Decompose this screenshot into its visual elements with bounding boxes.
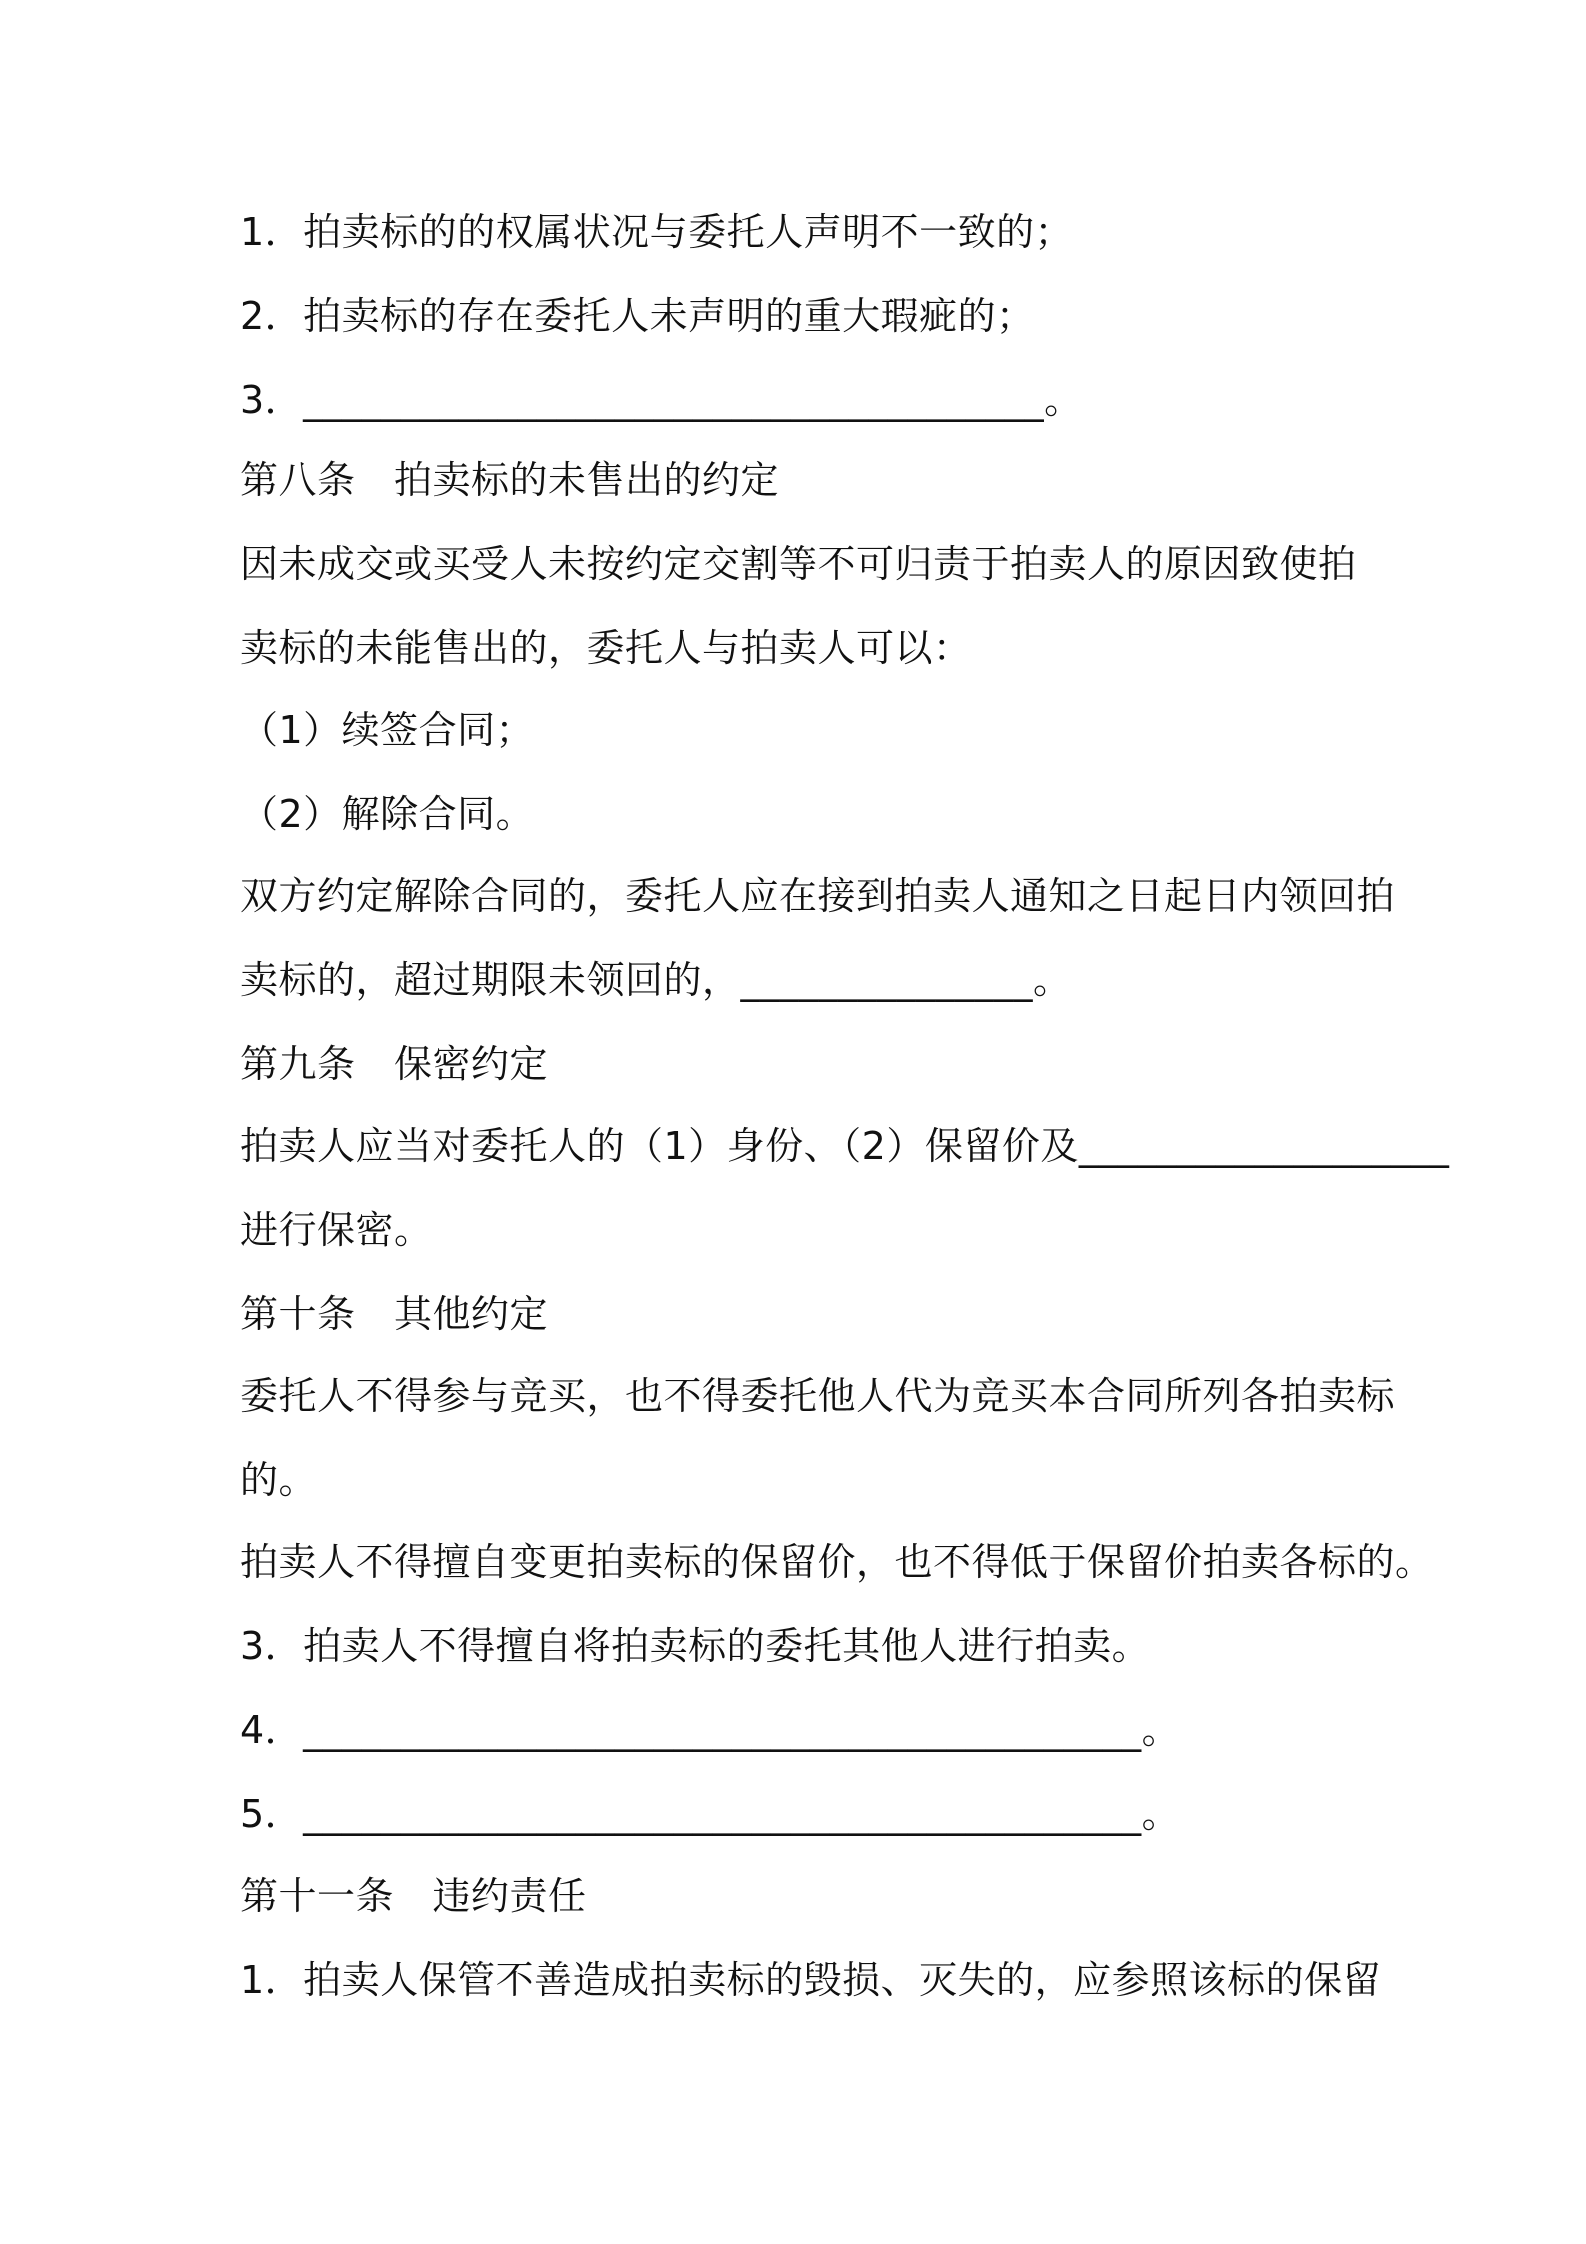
article-10-paragraph-line-1: 委托人不得参与竞买，也不得委托他人代为竞买本合同所列各拍卖标 [240,1374,1396,1418]
option-renew-contract: （1）续签合同； [240,708,535,752]
article-8-heading: 第八条 拍卖标的未售出的约定 [240,458,780,502]
article-9-paragraph-line-1: 拍卖人应当对委托人的（1）身份、（2）保留价及___________________ [240,1124,1450,1168]
article-11-item-1: 1．拍卖人保管不善造成拍卖标的毁损、灭失的，应参照该标的保留 [240,1958,1382,2002]
option-terminate-contract: （2）解除合同。 [240,792,535,836]
article-10-item-3: 3．拍卖人不得擅自将拍卖标的委托其他人进行拍卖。 [240,1624,1151,1668]
article-8-paragraph-line-1: 因未成交或买受人未按约定交割等不可归责于拍卖人的原因致使拍 [240,542,1357,586]
article-10-item-4-blank: 4．___________________________________________。 [240,1708,1181,1752]
termination-paragraph-line-1: 双方约定解除合同的，委托人应在接到拍卖人通知之日起日内领回拍 [240,874,1396,918]
article-10-paragraph-line-2: 的。 [240,1458,318,1502]
clause-item-3-blank: 3．______________________________________。 [240,378,1083,422]
article-8-paragraph-line-2: 卖标的未能售出的，委托人与拍卖人可以： [240,626,972,670]
clause-item-2: 2．拍卖标的存在委托人未声明的重大瑕疵的； [240,294,1035,338]
article-11-heading: 第十一条 违约责任 [240,1874,587,1918]
article-10-item-5-blank: 5．___________________________________________。 [240,1792,1181,1836]
termination-paragraph-line-2: 卖标的，超过期限未领回的，_______________。 [240,958,1072,1002]
article-9-heading: 第九条 保密约定 [240,1042,549,1086]
article-9-paragraph-line-2: 进行保密。 [240,1208,433,1252]
article-10-heading: 第十条 其他约定 [240,1292,549,1336]
clause-item-1: 1．拍卖标的的权属状况与委托人声明不一致的； [240,210,1074,254]
article-10-reserve-price-rule: 拍卖人不得擅自变更拍卖标的保留价，也不得低于保留价拍卖各标的。 [240,1540,1434,1584]
